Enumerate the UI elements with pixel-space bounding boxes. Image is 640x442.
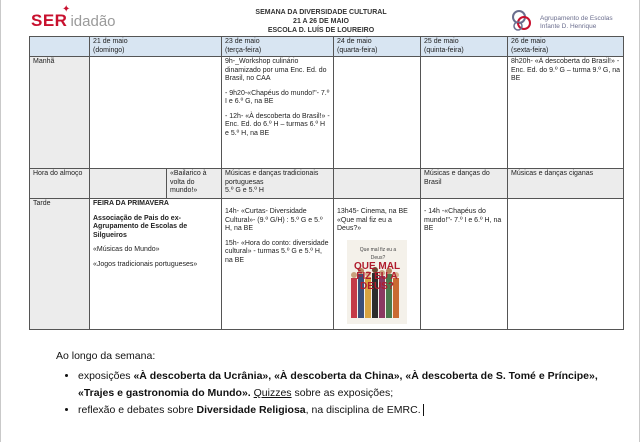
- schedule-table: [29, 36, 624, 330]
- cell-almoco-sexta: Músicas e danças ciganas: [508, 169, 624, 199]
- activity-text: - 14h -«Chapéus do mundo!"- 7.º I e 6.º H, na BE: [424, 208, 502, 232]
- notes-text: sobre as exposições;: [291, 387, 394, 399]
- poster-caption: Que mal fiz eu a Deus?: [359, 246, 397, 261]
- movie-poster: [347, 240, 407, 324]
- cell-manha-sexta: [508, 57, 624, 169]
- cell-almoco-domingo-b: «Bailarico à volta do mundo!»: [167, 169, 222, 199]
- activity-text: Associação de Pais do ex-Agrupamento de Escolas de Silgueiros: [93, 214, 188, 239]
- row-label-almoco: Hora do almoço: [30, 169, 90, 199]
- agrupamento-text: [540, 15, 640, 31]
- header-date: 23 de maio: [225, 38, 260, 45]
- activity-text: 8h20h- «À descoberta do Brasil!» - Enc. Ed. do 9.º G – turma 9.º G, na BE: [511, 58, 620, 82]
- header-line-3: ESCOLA D. LUÍS DE LOUREIRO: [267, 27, 375, 34]
- activity-text: «Que mal fiz eu a Deus?»: [337, 216, 392, 232]
- header-day: (terça-feira): [225, 46, 262, 54]
- cell-almoco-domingo-a: [90, 169, 167, 199]
- header-date: 21 de maio: [93, 38, 128, 45]
- activity-text: «Jogos tradicionais portugueses»: [93, 260, 198, 268]
- cell-almoco-quarta: [334, 169, 421, 199]
- cell-manha-quinta: [421, 57, 508, 169]
- logo-idadao-text: idadão: [70, 12, 116, 30]
- header-day: (quinta-feira): [424, 46, 464, 54]
- row-label-tarde: Tarde: [30, 199, 90, 330]
- agrupamento-line-2: Infante D. Henrique: [540, 23, 597, 30]
- table-row-manha: [30, 57, 624, 169]
- text-cursor[interactable]: [423, 404, 424, 416]
- notes-text: reflexão e debates sobre: [78, 404, 197, 416]
- activity-text: «Músicas do Mundo»: [93, 246, 160, 253]
- row-label-manha: Manhã: [30, 57, 90, 169]
- activity-subtext: 5.º G e 5.º H: [225, 187, 264, 194]
- document-header: [201, 8, 441, 35]
- table-row-tarde: [30, 199, 624, 330]
- header-date: 26 de maio: [511, 38, 546, 45]
- header-col-sexta: [508, 37, 624, 57]
- activity-text: 14h- «Curtas- Diversidade Cultural»- (9.º G/H) : 5.º G e 5.º H, na BE: [225, 208, 323, 232]
- logo-star-icon: ✦: [62, 4, 71, 15]
- header-day: (quarta-feira): [337, 46, 378, 54]
- activity-text: 15h- «Hora do conto: diversidade cultural» - turmas 5.º G e 5.º H, na BE: [225, 239, 329, 264]
- header-col-quinta: [421, 37, 508, 57]
- header-day: (domingo): [93, 46, 125, 54]
- notes-bold-text: Diversidade Religiosa: [196, 404, 306, 416]
- activity-text: - 9h20-«Chapéus do mundo!"- 7.º I e 6.º G, na BE: [225, 89, 330, 105]
- logo-ser-text: SER: [31, 11, 68, 30]
- cell-tarde-terca: [222, 199, 334, 330]
- table-header-row: [30, 37, 624, 57]
- agrupamento-emblem-icon: [509, 8, 535, 34]
- cell-tarde-domingo: [90, 199, 222, 330]
- header-date: 25 de maio: [424, 38, 459, 45]
- activity-text: 13h45- Cinema, na BE: [337, 208, 408, 215]
- cell-tarde-quinta: [421, 199, 508, 330]
- header-line-2: 21 A 26 DE MAIO: [293, 18, 349, 25]
- week-notes: [56, 348, 616, 419]
- notes-text: exposições: [78, 370, 134, 382]
- header-day: (sexta-feira): [511, 46, 549, 54]
- activity-text: - 12h- «À descoberta do Brasil!» - Enc. Ed. do 6.º H – turmas 6.º H e 5.º H, na BE: [225, 112, 330, 137]
- cell-tarde-sexta: [508, 199, 624, 330]
- activity-text: Músicas e danças tradicionais portuguesas: [225, 170, 319, 186]
- cell-manha-domingo: [90, 57, 222, 169]
- activity-text: 9h-_Workshop culinário dinamizado por uma Enc. Ed. do Brasil, no CAA: [225, 58, 327, 82]
- header-col-quarta: [334, 37, 421, 57]
- agrupamento-logo: [509, 8, 639, 38]
- list-item: [78, 402, 616, 419]
- notes-underlined-text: Quizzes: [253, 387, 292, 399]
- poster-title: QUE MAL FIZ EU A DEUS?: [353, 260, 401, 292]
- header-line-1: SEMANA DA DIVERSIDADE CULTURAL: [255, 9, 387, 16]
- header-date: 24 de maio: [337, 38, 372, 45]
- notes-title: Ao longo da semana:: [56, 350, 156, 362]
- activity-title: FEIRA DA PRIMAVERA: [93, 200, 169, 207]
- table-row-almoco: [30, 169, 624, 199]
- header-col-domingo: [90, 37, 222, 57]
- header-empty-cell: [30, 37, 90, 57]
- notes-bold-text: «À descoberta da Ucrânia», «À descoberta da China», «À descoberta de S. Tomé e Príncipe», «Trajes e gastronomia do Mundo».: [78, 370, 598, 399]
- cell-almoco-terca: [222, 169, 334, 199]
- cell-tarde-quarta: [334, 199, 421, 330]
- notes-list: [56, 368, 616, 419]
- cell-manha-terca: [222, 57, 334, 169]
- notes-text: , na disciplina de EMRC.: [305, 404, 421, 416]
- cell-manha-quarta: [334, 57, 421, 169]
- agrupamento-line-1: Agrupamento de Escolas: [540, 15, 613, 22]
- cell-almoco-quinta: Músicas e danças do Brasil: [421, 169, 508, 199]
- list-item: [78, 368, 616, 402]
- seridadao-logo: [31, 4, 116, 32]
- header-col-terca: [222, 37, 334, 57]
